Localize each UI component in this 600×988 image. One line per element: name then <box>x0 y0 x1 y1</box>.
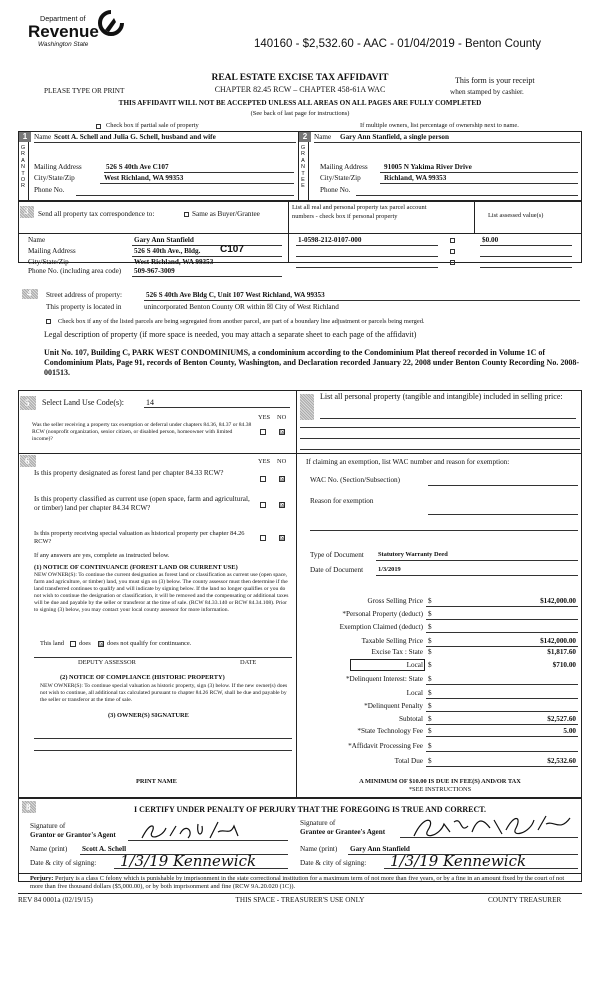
street-address[interactable]: 526 S 40th Ave Bldg C, Unit 107 West Richland, WA 99353 <box>146 291 325 299</box>
tax-row-label: Exemption Claimed (deduct) <box>339 623 423 631</box>
wac-label: WAC No. (Section/Subsection) <box>310 476 401 484</box>
forest-yes-checkbox[interactable] <box>260 476 266 482</box>
tax-row-label: Local <box>406 661 423 669</box>
same-as-buyer-label: Same as Buyer/Grantee <box>192 210 260 218</box>
state-technology-fee[interactable]: 5.00 <box>563 727 576 735</box>
current-use-question: Is this property classified as current use (open space, farm and agricultural, or timber) land per chapter 84.34 RCW? <box>34 495 250 512</box>
this-land-label: This land <box>40 640 64 647</box>
tax-row-label: *Personal Property (deduct) <box>342 610 423 618</box>
current-use-yes-checkbox[interactable] <box>260 502 266 508</box>
grantor-name-print[interactable]: Scott A. Schell <box>82 845 127 853</box>
corr-phone-label: Phone No. (including area code) <box>28 267 122 275</box>
perjury-label: Perjury: <box>30 875 54 882</box>
see-instructions: (See back of last page for instructions) <box>250 110 350 117</box>
partial-sale-checkbox[interactable] <box>96 124 101 129</box>
parcel-number[interactable]: 1-0598-212-0107-000 <box>298 236 362 244</box>
tax-row-cur: $ <box>428 689 432 697</box>
recording-stamp: 140160 - $2,532.60 - AAC - 01/04/2019 - Benton County <box>254 38 542 50</box>
tax-row-cur: $ <box>428 597 432 605</box>
section-8-number: 8 <box>26 802 31 812</box>
total-due[interactable]: $2,532.60 <box>547 757 576 765</box>
grantee-name-print[interactable]: Gary Ann Stanfield <box>350 845 410 853</box>
does-not-checkbox[interactable]: ☒ <box>99 641 105 648</box>
section-2-number: 2 <box>299 132 311 142</box>
tax-row-cur: $ <box>428 637 432 645</box>
grantee-name-label: Name <box>314 133 332 141</box>
section-6-number: 6 <box>25 456 30 466</box>
historic-yes-checkbox[interactable] <box>260 535 266 541</box>
print-name-label: PRINT NAME <box>136 778 177 785</box>
certify-statement: I CERTIFY UNDER PENALTY OF PERJURY THAT THE FOREGOING IS TRUE AND CORRECT. <box>133 805 486 814</box>
grantee-date-city[interactable]: 1/3/19 Kennewick <box>390 852 527 870</box>
receipt-line1: This form is your receipt <box>455 76 535 85</box>
tax-row-label: Total Due <box>394 757 423 765</box>
corr-name[interactable]: Gary Ann Stanfield <box>134 236 194 244</box>
subtotal[interactable]: $2,527.60 <box>547 715 576 723</box>
see-instructions-note: *SEE INSTRUCTIONS <box>408 786 472 793</box>
legal-label: Legal description of property (if more space is needed, you may attach a separate sheet to each page of the affidavit) <box>44 330 417 339</box>
yes-header-5: YES <box>258 414 271 421</box>
grantor-name[interactable]: Scott A. Schell and Julia G. Schell, husband and wife <box>54 133 216 141</box>
location-choice[interactable]: unincorporated Benton County OR within ☒ City of West Richland <box>144 303 339 311</box>
grantor-name-print-label: Name (print) <box>30 845 68 853</box>
grantor-city-label: City/State/Zip <box>34 174 75 182</box>
doc-date-label: Date of Document <box>310 566 364 574</box>
yes-instructions: If any answers are yes, complete as instructed below. <box>34 552 170 559</box>
grantee-mailing-label: Mailing Address <box>320 163 368 171</box>
forest-no-checkbox[interactable]: ☒ <box>280 476 286 483</box>
treasurer-space: THIS SPACE - TREASURER'S USE ONLY <box>235 896 365 904</box>
segregated-label: Check box if any of the listed parcels are being segregated from another parcel, are part of a boundary line adjustment or parcels being merged. <box>58 318 425 325</box>
corr-city[interactable]: West Richland, WA 99353 <box>134 258 214 266</box>
does-not-label: does not qualify for continuance. <box>107 640 192 647</box>
form-title: REAL ESTATE EXCISE TAX AFFIDAVIT <box>211 73 389 83</box>
grantee-vertical-label: G R A N T E E <box>300 145 306 190</box>
tax-row-cur: $ <box>428 610 432 618</box>
no-header-6: NO <box>277 458 287 465</box>
land-use-code[interactable]: 14 <box>146 398 154 407</box>
grantee-name[interactable]: Gary Ann Stanfield, a single person <box>340 133 450 141</box>
grantee-signature[interactable] <box>410 810 578 846</box>
tax-row-cur: $ <box>428 648 432 656</box>
tax-row-cur: $ <box>428 727 432 735</box>
logo-mark-icon <box>98 10 124 40</box>
taxable-selling-price[interactable]: $142,000.00 <box>540 637 576 645</box>
no-header-5: NO <box>277 414 287 421</box>
notice-2-title: (2) NOTICE OF COMPLIANCE (HISTORIC PROPERTY) <box>60 674 225 681</box>
section-1-number: 1 <box>19 132 31 142</box>
tax-row-cur: $ <box>428 661 432 669</box>
tax-row-label: *Affidavit Processing Fee <box>348 742 423 750</box>
yes-header-6: YES <box>258 458 271 465</box>
grantee-sig-of: Signature of <box>300 819 336 827</box>
same-as-buyer-checkbox[interactable] <box>184 212 189 217</box>
tax-row-label: *State Technology Fee <box>357 727 423 735</box>
historic-no-checkbox[interactable]: ☒ <box>280 535 286 542</box>
grantor-date-label: Date & city of signing: <box>30 859 97 867</box>
grantee-agent-label: Grantee or Grantee's Agent <box>300 828 386 836</box>
does-label: does <box>79 640 91 647</box>
parcel-header-1: List all real and personal property tax parcel account <box>292 204 427 211</box>
doc-type[interactable]: Statutory Warranty Deed <box>378 551 448 558</box>
tax-row-cur: $ <box>428 742 432 750</box>
gross-selling-price[interactable]: $142,000.00 <box>540 597 576 605</box>
excise-tax-local[interactable]: $710.00 <box>552 661 576 669</box>
land-use-label: Select Land Use Code(s): <box>42 398 124 407</box>
corr-mailing[interactable]: 526 S 40th Ave., Bldg. <box>134 247 201 255</box>
tax-row-label: *Delinquent Interest: State <box>345 675 423 683</box>
street-label: Street address of property: <box>46 291 123 299</box>
grantor-name-label: Name <box>34 133 52 141</box>
tax-row-cur: $ <box>428 623 432 631</box>
correspondence-label: Send all property tax correspondence to: <box>38 210 155 218</box>
notice-1-title: (1) NOTICE OF CONTINUANCE (FOREST LAND OR CURRENT USE) <box>34 564 238 571</box>
assessed-header: List assessed value(s) <box>488 212 544 219</box>
tax-row-label: *Delinquent Penalty <box>364 702 423 710</box>
corr-bldg[interactable]: C107 <box>220 244 244 255</box>
exemption-question: Was the seller receiving a property tax exemption or deferral under chapters 84.36, 84.37 or 84.38 RCW (nonprofit organization, senior citizen, or disabled person, homeowner with limited income)? <box>32 422 252 442</box>
section-4-number: 4 <box>27 288 32 298</box>
assessed-value[interactable]: $0.00 <box>482 236 499 244</box>
form-revision: REV 84 0001a (02/19/15) <box>18 896 93 904</box>
tax-row-label: Gross Selling Price <box>367 597 423 605</box>
notice-2-body: NEW OWNER(S): To continue special valuation as historic property, sign (3) below. If the new owner(s) does not wish to continue, all additional tax calculated pursuant to chapter 84.26 RCW, shall be due and payable by the seller or transferor at the time of sale. <box>40 683 288 703</box>
historic-question: Is this property receiving special valuation as historical property per chapter 84.26 RCW? <box>34 530 245 545</box>
receipt-line2: when stamped by cashier. <box>450 88 524 96</box>
logo-line2: Revenue <box>28 22 99 41</box>
perjury-notice <box>30 875 578 891</box>
corr-name-label: Name <box>28 236 46 244</box>
grantor-mailing[interactable]: 526 S 40th Ave C107 <box>106 163 169 171</box>
section-7-marker <box>300 394 314 420</box>
personal-property-checkbox-1[interactable] <box>450 238 455 243</box>
minimum-due: A MINIMUM OF $10.00 IS DUE IN FEE(S) AND/OR TAX <box>359 778 521 785</box>
section-5-number: 5 <box>25 398 30 408</box>
doc-type-label: Type of Document <box>310 551 364 559</box>
personal-property-checkbox-2[interactable] <box>450 249 455 254</box>
tax-table <box>300 597 582 775</box>
grantor-sig-of: Signature of <box>30 822 66 830</box>
forest-question: Is this property designated as forest land per chapter 84.33 RCW? <box>34 469 224 477</box>
grantee-name-print-label: Name (print) <box>300 845 338 853</box>
located-label: This property is located in <box>46 303 122 311</box>
tax-row-label: Local <box>406 689 423 697</box>
grantee-city[interactable]: Richland, WA 99353 <box>384 174 447 182</box>
does-checkbox[interactable] <box>70 641 76 647</box>
tax-row-cur: $ <box>428 757 432 765</box>
tax-row-label: Excise Tax : State <box>371 648 423 656</box>
corr-city-label: City/State/Zip <box>28 258 69 266</box>
grantee-city-label: City/State/Zip <box>320 174 361 182</box>
grantee-phone-label: Phone No. <box>320 186 351 194</box>
corr-mailing-label: Mailing Address <box>28 247 76 255</box>
form-chapter: CHAPTER 82.45 RCW – CHAPTER 458-61A WAC <box>214 85 386 94</box>
perjury-text: Perjury is a class C felony which is punishable by imprisonment in the state correctional institution for a maximum term of not more than five years, or by a fine in an amount fixed by the court of not more than five thousand dollars ($5,000.00), or by both imprisonment and fine (RCW 9A.20.020 (1C)). <box>30 875 565 890</box>
logo-line3: Washington State <box>38 41 89 48</box>
tax-row-cur: $ <box>428 715 432 723</box>
tax-row-label: Taxable Selling Price <box>361 637 423 645</box>
excise-tax-state[interactable]: $1,817.60 <box>547 648 576 656</box>
doc-date[interactable]: 1/3/2019 <box>378 566 401 573</box>
q5-no-checkbox[interactable]: ☒ <box>280 429 286 436</box>
tax-row-label: Subtotal <box>399 715 423 723</box>
grantee-date-label: Date & city of signing: <box>300 859 367 867</box>
notice-1-body: NEW OWNER(S): To continue the current designation as forest land or classification as current use (open space, farm and agriculture, or timber) land, you must sign on (3) below. The county assessor must then determine if the land transferred continues to qualify and will indicate by signing below. If the land no longer qualifies or you do not wish to continue the designation or classification, it will be removed and the compensating or additional taxes will be due and payable by the seller or transferor at the time of sale. (RCW 84.33.140 or RCW 84.34.108). Prior to signing (3) below, you may contact your local county assessor for more information. <box>34 572 289 613</box>
legal-description[interactable]: Unit No. 107, Building C, PARK WEST CONDOMINIUMS, a condominium according to the Condominium Plat thereof recorded in Volume 1C of Condominium Plats, Page 91, records of Benton County, Washington, and Declaration recorded January 22, 2008 under Benton County Recording No. 2008-001513. <box>44 348 579 377</box>
current-use-no-checkbox[interactable]: ☒ <box>280 502 286 509</box>
multiple-owners-note: If multiple owners, list percentage of ownership next to name. <box>360 122 519 129</box>
grantor-agent-label: Grantor or Grantor's Agent <box>30 831 116 839</box>
q5-yes-checkbox[interactable] <box>260 429 266 435</box>
section-3-number: 3 <box>24 206 29 216</box>
grantor-date-city[interactable]: 1/3/19 Kennewick <box>120 852 257 870</box>
grantee-mailing[interactable]: 91005 N Yakima River Drive <box>384 163 472 171</box>
county-treasurer: COUNTY TREASURER <box>488 896 562 904</box>
please-type: PLEASE TYPE OR PRINT <box>44 87 125 95</box>
exemption-label: If claiming an exemption, list WAC number and reason for exemption: <box>306 458 510 466</box>
partial-sale-label: Check box if partial sale of property <box>106 122 199 129</box>
grantor-phone-label: Phone No. <box>34 186 65 194</box>
grantor-vertical-label: G R A N T O R <box>20 145 26 190</box>
personal-property-checkbox-3[interactable] <box>450 260 455 265</box>
corr-phone[interactable]: 509-967-3009 <box>134 267 175 275</box>
assessor-date: DATE <box>240 659 257 666</box>
notice-3-title: (3) OWNER(S) SIGNATURE <box>108 712 189 719</box>
deputy-assessor: DEPUTY ASSESSOR <box>78 659 136 666</box>
reason-label: Reason for exemption <box>310 497 374 505</box>
dor-logo <box>18 10 128 58</box>
parcel-header-2: numbers - check box if personal property <box>292 213 398 220</box>
warning-text: THIS AFFIDAVIT WILL NOT BE ACCEPTED UNLESS ALL AREAS ON ALL PAGES ARE FULLY COMPLETED <box>118 99 482 107</box>
personal-property-label: List all personal property (tangible and intangible) included in selling price: <box>320 392 563 401</box>
logo-line1: Department of <box>40 14 86 23</box>
grantor-mailing-label: Mailing Address <box>34 163 82 171</box>
tax-row-cur: $ <box>428 675 432 683</box>
grantor-signature[interactable] <box>140 818 260 844</box>
tax-row-cur: $ <box>428 702 432 710</box>
grantor-city[interactable]: West Richland, WA 99353 <box>104 174 184 182</box>
segregated-checkbox[interactable] <box>46 319 51 324</box>
